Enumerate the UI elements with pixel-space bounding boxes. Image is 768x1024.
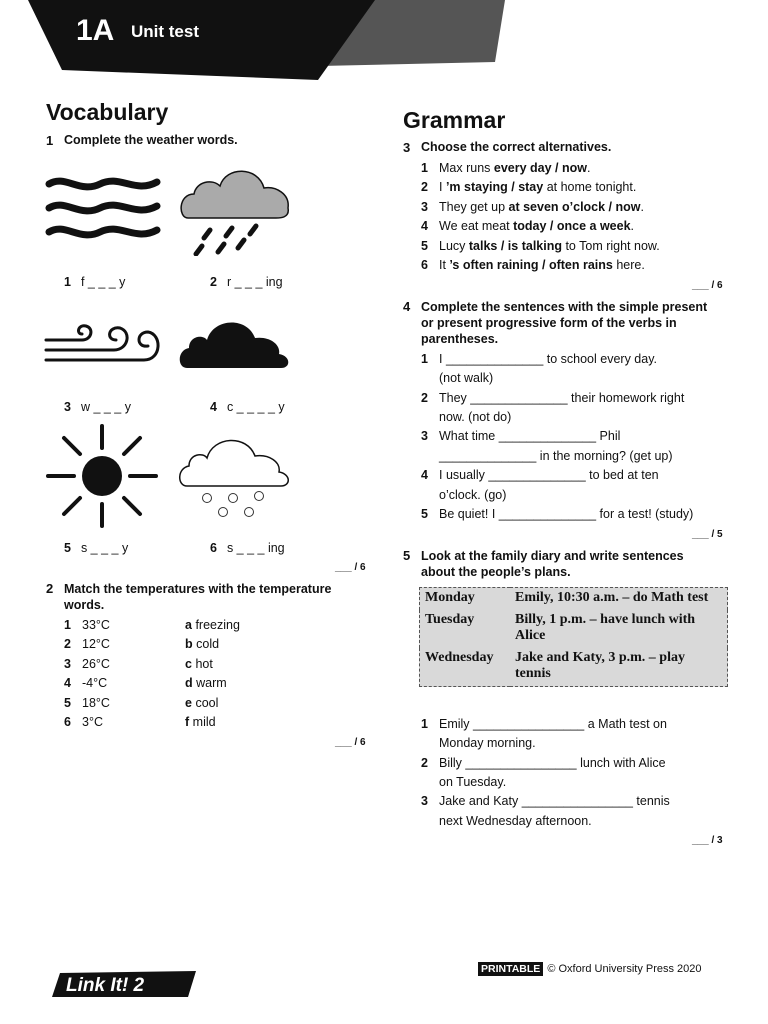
q5-line-5: 3 Jake and Katy ________________ tennis (421, 794, 670, 808)
weather-word-1: 1 f _ _ _ y (64, 275, 126, 289)
diary-plan: Billy, 1 p.m. – have lunch with Alice (515, 612, 696, 643)
q1-instruction: 1 Complete the weather words. (46, 133, 238, 148)
footer-copyright (478, 962, 702, 976)
q4-line-4: now. (not do) (439, 410, 512, 424)
unit-title: Unit test (131, 22, 199, 41)
diary-plan: Emily, 10:30 a.m. – do Math test (515, 590, 709, 605)
q4-line-7: 4 I usually ______________ to bed at ten (421, 468, 659, 482)
q4-instruction: 4 Complete the sentences with the simple present or present progressive form of the verbs in parentheses. (403, 299, 708, 346)
family-diary-table (419, 587, 728, 687)
fog-icon (45, 170, 161, 244)
weather-word-5: 5 s _ _ _ y (64, 541, 129, 555)
q4-line-3: 2 They ______________ their homework right (421, 391, 685, 405)
q3-item-2: 2 I ’m staying / stay at home tonight. (421, 180, 637, 194)
printable-badge: PRINTABLE (478, 962, 543, 976)
diary-row (420, 610, 728, 648)
q2-row-2: 2 12°C b cold (64, 637, 220, 651)
weather-word-4: 4 c _ _ _ _ y (210, 400, 285, 414)
diary-plan: Jake and Katy, 3 p.m. – play tennis (515, 650, 685, 681)
weather-word-6: 6 s _ _ _ ing (210, 541, 285, 555)
snow-cloud-icon (177, 434, 293, 522)
diary-day: Tuesday (425, 612, 475, 627)
cloud-icon (177, 316, 293, 370)
q4-line-9: 5 Be quiet! I ______________ for a test! (study) (421, 507, 694, 521)
q5-instruction: 5 Look at the family diary and write sentences about the people’s plans. (403, 548, 684, 579)
weather-word-3: 3 w _ _ _ y (64, 400, 131, 414)
diary-day: Monday (425, 590, 475, 605)
q3-item-4: 4 We eat meat today / once a week. (421, 219, 635, 233)
q4-score: ___ / 5 (692, 529, 723, 540)
q5-score: ___ / 3 (692, 835, 723, 846)
q3-instruction: 3 Choose the correct alternatives. (403, 140, 612, 155)
wind-icon (44, 320, 162, 364)
q5-line-3: 2 Billy ________________ lunch with Alice (421, 756, 666, 770)
vocabulary-heading: Vocabulary (46, 99, 169, 125)
q4-line-1: 1 I ______________ to school every day. (421, 352, 657, 366)
q2-instruction: 2 Match the temperatures with the temperature words. (46, 581, 332, 612)
weather-word-2: 2 r _ _ _ ing (210, 275, 283, 289)
q2-row-5: 5 18°C e cool (64, 696, 219, 710)
q3-item-1: 1 Max runs every day / now. (421, 161, 591, 175)
q1-score: ___ / 6 (335, 562, 366, 573)
q3-item-3: 3 They get up at seven o’clock / now. (421, 200, 644, 214)
q2-row-4: 4 -4°C d warm (64, 676, 227, 690)
q5-line-4: on Tuesday. (439, 775, 507, 789)
grammar-heading: Grammar (403, 107, 506, 133)
q4-line-8: o’clock. (go) (439, 488, 507, 502)
svg-text:Link It! 2: Link It! 2 (66, 975, 145, 996)
diary-row (420, 588, 728, 611)
unit-number: 1A (76, 14, 115, 47)
copyright-text: © Oxford University Press 2020 (547, 963, 702, 975)
q2-row-3: 3 26°C c hot (64, 657, 213, 671)
diary-day: Wednesday (425, 650, 494, 665)
q3-item-6: 6 It ’s often raining / often rains here. (421, 258, 645, 272)
q2-row-6: 6 3°C f mild (64, 715, 216, 729)
q4-line-5: 3 What time ______________ Phil (421, 429, 621, 443)
linkit-logo (52, 969, 198, 999)
q5-line-1: 1 Emily ________________ a Math test on (421, 717, 667, 731)
q4-line-6: ______________ in the morning? (get up) (439, 449, 673, 463)
sun-icon (44, 422, 160, 530)
q5-line-2: Monday morning. (439, 736, 536, 750)
rain-cloud-icon (176, 164, 294, 256)
diary-row (420, 648, 728, 687)
q3-item-5: 5 Lucy talks / is talking to Tom right now. (421, 239, 660, 253)
q2-score: ___ / 6 (335, 737, 366, 748)
q3-score: ___ / 6 (692, 280, 723, 291)
q2-row-1: 1 33°C a freezing (64, 618, 240, 632)
q5-line-6: next Wednesday afternoon. (439, 814, 592, 828)
q4-line-2: (not walk) (439, 371, 494, 385)
